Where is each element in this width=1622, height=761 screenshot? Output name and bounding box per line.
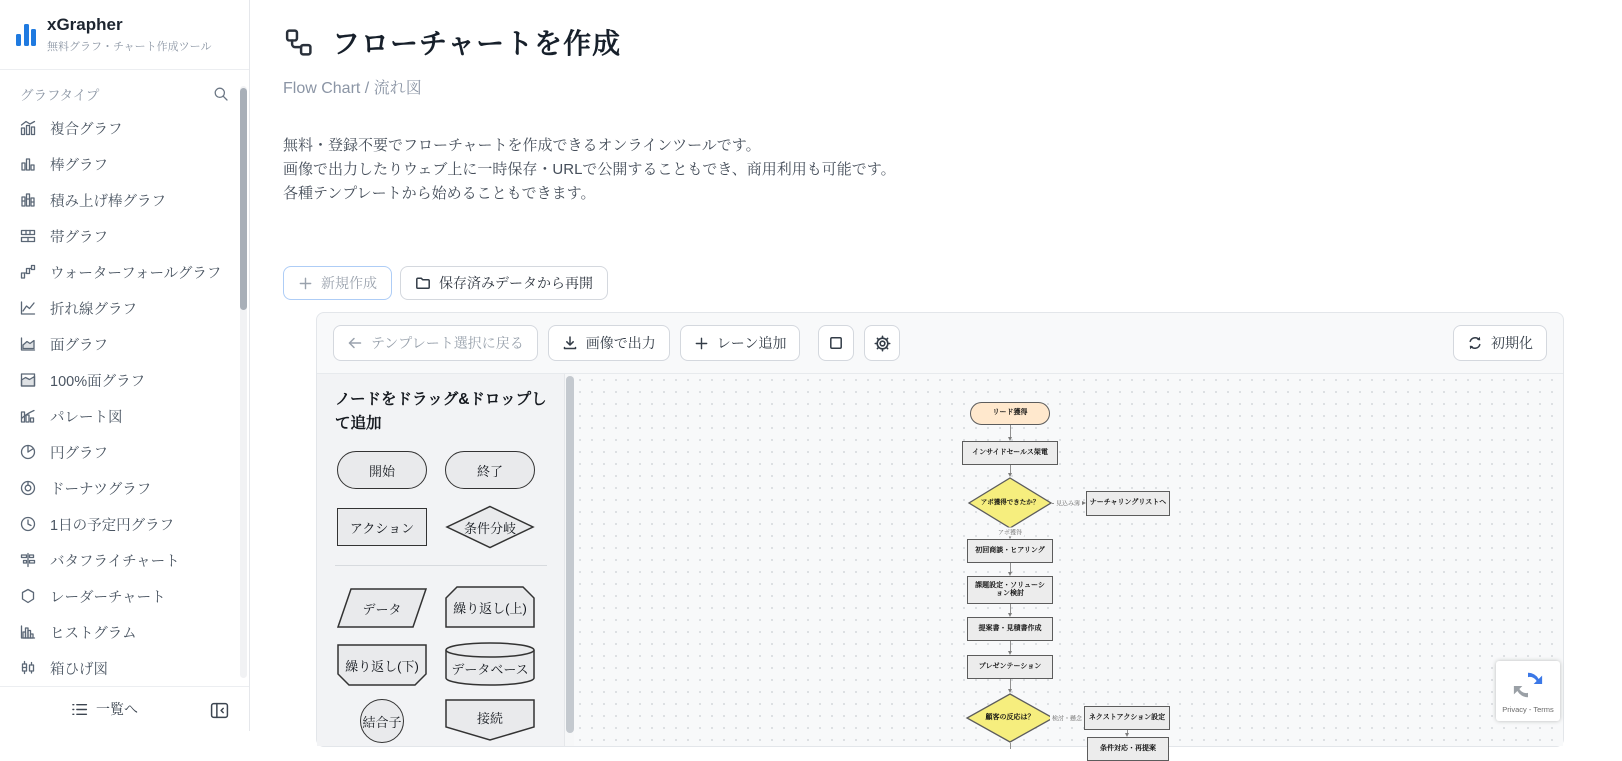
sidebar-item-histogram[interactable]: ヒストグラム xyxy=(0,614,249,650)
combo-chart-icon xyxy=(20,120,36,136)
flowchart-canvas[interactable] xyxy=(574,374,1563,752)
bar-chart-icon xyxy=(20,156,36,172)
back-to-templates-button[interactable]: テンプレート選択に戻る xyxy=(333,325,538,361)
search-icon[interactable] xyxy=(213,86,229,102)
flow-node-appointment-decision[interactable]: アポ獲得できたか？ xyxy=(968,477,1052,529)
palette-node-decision[interactable]: 条件分岐 xyxy=(445,505,535,549)
edge xyxy=(1010,743,1011,749)
edge xyxy=(1010,604,1011,613)
collapse-sidebar-icon[interactable] xyxy=(210,701,229,720)
settings-button[interactable] xyxy=(864,325,900,361)
sidebar-item-boxplot[interactable]: 箱ひげ図 xyxy=(0,650,249,686)
brand[interactable] xyxy=(0,0,249,70)
add-lane-button[interactable]: レーン追加 xyxy=(680,325,801,361)
folder-icon xyxy=(415,275,431,291)
sidebar-section-header xyxy=(0,70,249,110)
edge xyxy=(1010,465,1011,473)
sidebar-item-pie-chart[interactable]: 円グラフ xyxy=(0,434,249,470)
sidebar-scrollbar[interactable] xyxy=(240,86,247,678)
page-description: 無料・登録不要でフローチャートを作成できるオンラインツールです。 画像で出力したりウェブ上に一時保存・URLで公開することもでき、商用利用も可能です。 各種テンプレートから始めることもできます。 xyxy=(283,137,896,202)
edge xyxy=(1010,679,1011,689)
sidebar-item-waterfall[interactable]: ウォーターフォールグラフ xyxy=(0,254,249,290)
page-subtitle: Flow Chart / 流れ図 xyxy=(283,80,422,97)
main-content xyxy=(250,0,1622,752)
palette-node-loop-end[interactable]: 繰り返し(下) xyxy=(337,644,427,686)
refresh-icon xyxy=(1467,335,1483,351)
recaptcha-badge[interactable] xyxy=(1496,661,1560,721)
palette-node-action[interactable]: アクション xyxy=(337,508,427,546)
sidebar-item-pareto[interactable]: パレート図 xyxy=(0,398,249,434)
palette-node-data[interactable]: データ xyxy=(337,588,427,628)
new-create-button[interactable]: 新規作成 xyxy=(283,266,392,300)
flow-node-proposal[interactable]: 提案書・見積書作成 xyxy=(967,617,1053,641)
plus-icon xyxy=(298,276,313,291)
edge xyxy=(1010,563,1011,572)
recaptcha-privacy-terms[interactable]: Privacy - Terms xyxy=(1502,704,1554,714)
node-palette xyxy=(317,374,574,746)
flow-node-next-action[interactable]: ネクストアクション設定 xyxy=(1084,706,1170,730)
square-icon xyxy=(828,335,844,351)
pareto-chart-icon xyxy=(20,408,36,424)
sidebar-footer xyxy=(0,686,249,731)
palette-divider xyxy=(335,565,547,566)
edge xyxy=(1010,425,1011,437)
palette-node-start[interactable]: 開始 xyxy=(337,451,427,489)
band-chart-icon xyxy=(20,228,36,244)
sidebar-item-stacked-bar[interactable]: 積み上げ棒グラフ xyxy=(0,182,249,218)
sidebar-item-butterfly[interactable]: バタフライチャート xyxy=(0,542,249,578)
sidebar-item-combo-chart[interactable]: 複合グラフ xyxy=(0,110,249,146)
boxplot-icon xyxy=(20,660,36,676)
brand-tagline: 無料グラフ・チャート作成ツール xyxy=(47,41,212,54)
back-to-list-button[interactable]: 一覧へ xyxy=(71,699,138,719)
donut-chart-icon xyxy=(20,480,36,496)
flow-node-solution-study[interactable]: 課題設定・ソリューション検討 xyxy=(967,576,1053,604)
butterfly-chart-icon xyxy=(20,552,36,568)
pie-chart-icon xyxy=(20,444,36,460)
palette-node-offpage[interactable]: 接続 xyxy=(445,699,535,741)
histogram-icon xyxy=(20,624,36,640)
waterfall-chart-icon xyxy=(20,264,36,280)
brand-name: xGrapher xyxy=(47,15,123,35)
edge-label-appt-won: アポ獲得 xyxy=(996,528,1024,537)
radar-chart-icon xyxy=(20,588,36,604)
resume-saved-data-button[interactable]: 保存済みデータから再開 xyxy=(400,266,608,300)
flow-node-presentation[interactable]: プレゼンテーション xyxy=(967,655,1053,679)
page-title: フローチャートを作成 xyxy=(332,28,622,59)
arrow-left-icon xyxy=(347,335,363,351)
flowchart-icon xyxy=(283,27,314,58)
flow-node-renegotiate[interactable]: 条件対応・再提案 xyxy=(1087,737,1169,761)
flowchart-editor-card xyxy=(316,312,1564,752)
sidebar-item-donut-chart[interactable]: ドーナツグラフ xyxy=(0,470,249,506)
edge xyxy=(1010,641,1011,651)
flow-node-lead[interactable]: リード獲得 xyxy=(970,402,1050,425)
edge-label-no-prospect: 見込み薄 xyxy=(1054,499,1082,508)
download-icon xyxy=(562,335,578,351)
gear-icon xyxy=(874,335,891,352)
section-label: グラフタイプ xyxy=(20,88,100,104)
plus-icon xyxy=(694,336,709,351)
sidebar-item-radar[interactable]: レーダーチャート xyxy=(0,578,249,614)
clock-chart-icon xyxy=(20,516,36,532)
recaptcha-icon xyxy=(1512,669,1544,701)
sidebar-item-area-chart[interactable]: 面グラフ xyxy=(0,326,249,362)
palette-node-end[interactable]: 終了 xyxy=(445,451,535,489)
flow-node-inside-sales-call[interactable]: インサイドセールス架電 xyxy=(962,441,1058,465)
flow-node-reaction-decision[interactable]: 顧客の反応は？ xyxy=(966,693,1054,743)
brand-bar-chart-icon xyxy=(16,24,36,46)
stacked-bar-icon xyxy=(20,192,36,208)
palette-node-loop-start[interactable]: 繰り返し(上) xyxy=(445,586,535,628)
frame-toggle-button[interactable] xyxy=(818,325,854,361)
export-image-button[interactable]: 画像で出力 xyxy=(548,325,670,361)
sidebar-item-bar-chart[interactable]: 棒グラフ xyxy=(0,146,249,182)
flow-node-nurturing-list[interactable]: ナーチャリングリストへ xyxy=(1086,491,1170,516)
area-100-chart-icon xyxy=(20,372,36,388)
palette-node-connector[interactable]: 結合子 xyxy=(360,699,404,743)
editor-toolbar xyxy=(317,313,1563,373)
palette-scrollbar[interactable] xyxy=(564,374,574,746)
area-chart-icon xyxy=(20,336,36,352)
line-chart-icon xyxy=(20,300,36,316)
sidebar-item-daily-pie[interactable]: 1日の予定円グラフ xyxy=(0,506,249,542)
sidebar xyxy=(0,0,250,731)
palette-title: ノードをドラッグ&ドロップして追加 xyxy=(335,391,547,432)
palette-node-database[interactable]: データベース xyxy=(445,642,535,686)
sidebar-item-area-100[interactable]: 100%面グラフ xyxy=(0,362,249,398)
flow-node-first-meeting[interactable]: 初回商談・ヒアリング xyxy=(967,539,1053,563)
sidebar-item-line-chart[interactable]: 折れ線グラフ xyxy=(0,290,249,326)
sidebar-item-band-chart[interactable]: 帯グラフ xyxy=(0,218,249,254)
reset-button[interactable]: 初期化 xyxy=(1453,325,1547,361)
list-icon xyxy=(71,701,88,718)
sidebar-list xyxy=(0,110,249,686)
edge-label-concern: 検討・懸念 xyxy=(1050,714,1084,723)
